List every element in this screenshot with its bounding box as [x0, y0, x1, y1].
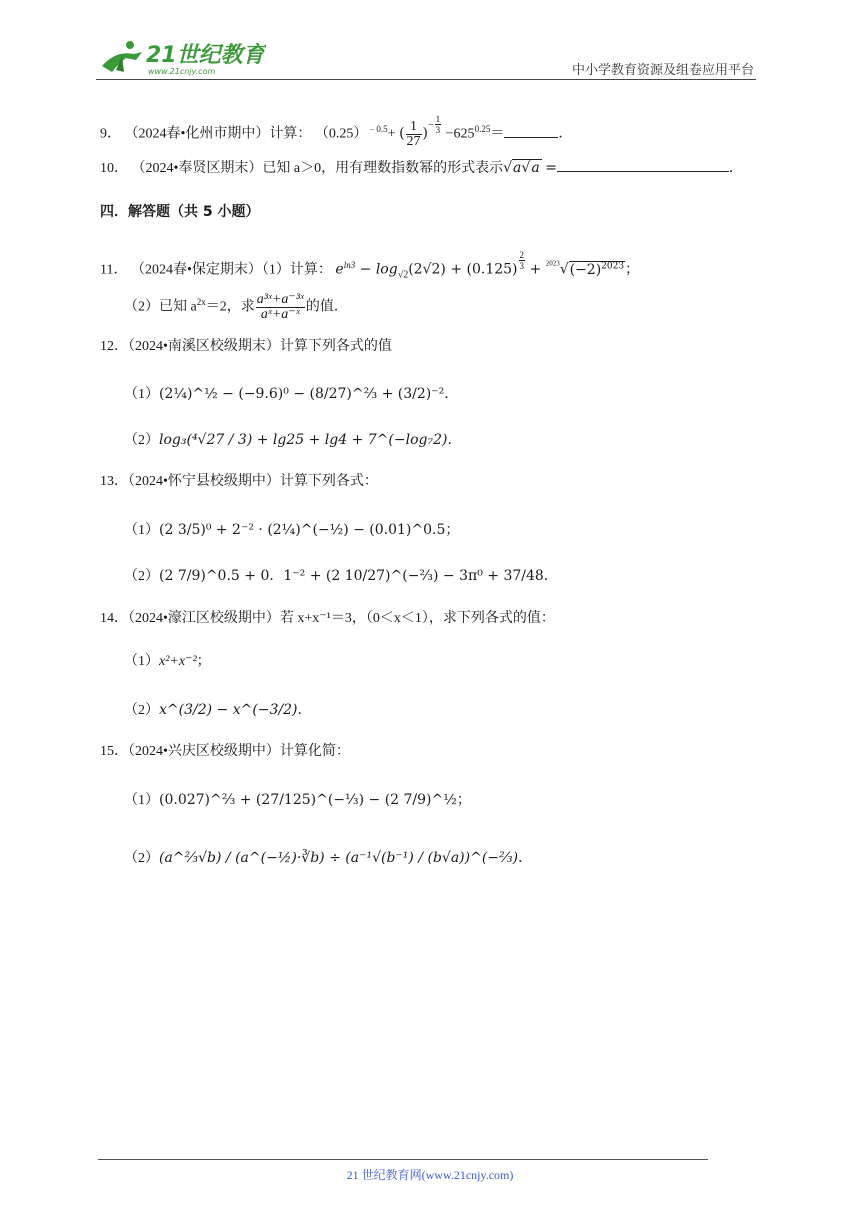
question-11-part2: （2）已知 $a^{2x}=2$，求 $\frac{\text{a³ˣ+a⁻³ˣ}}{\text{aˣ+a⁻ˣ}}$ 的值． [124, 291, 348, 322]
question-11: 11． （2024春•保定期末）（1）计算： $e^{ln3} - \log_{√2}(2√2) + (0.125)$ $\frac{2}{3}$ + $^{2023}√(-2)^{2023}$； [100, 250, 640, 281]
question-14-part1: （1）x²+x⁻²； [124, 654, 211, 669]
question-13-part2: （2）(2 7/9)^0.5 + 0．1⁻² + (2 10/27)^(−⅔) − 3π⁰ + 37/48． [124, 568, 558, 584]
question-12-part1: （1）(2¼)^½ − (−9.6)⁰ − (8/27)^⅔ + (3/2)⁻²． [124, 386, 459, 402]
answer-blank[interactable] [557, 171, 729, 172]
question-12-part2: （2）log₃(⁴√27 / 3) + lg25 + lg4 + 7^(−log₇2)． [124, 432, 462, 448]
svg-text:21世纪教育: 21世纪教育 [146, 43, 265, 68]
question-10: 10． （2024•奉贤区期末）已知 a＞0，用有理数指数幂的形式表示√a√a = ． [100, 160, 743, 176]
question-9: 9． （2024春•化州市期中）计算： $(0.25)^{﹣0.5}+$ ( $\frac{1}{27}$ )− $\frac{1}{3}$ $-625^{0.25}=$ ． [100, 114, 573, 149]
site-logo [96, 36, 266, 80]
question-15-part2: （2）(a^⅔√b) / (a^(−½)·∛b) ÷ (a⁻¹√(b⁻¹) / (b√a))^(−⅔)． [124, 850, 533, 866]
header-divider [96, 79, 756, 80]
answer-blank[interactable] [504, 137, 558, 138]
question-15: 15．（2024•兴庆区校级期中）计算化简： [100, 744, 350, 759]
question-13-part1: （1）(2 3/5)⁰ + 2⁻² · (2¼)^(−½) − (0.01)^0.5； [124, 522, 460, 538]
footer-link[interactable]: 21 世纪教育网(www.21cnjy.com) [346, 1168, 514, 1182]
question-14-part2: （2）x^(3/2) − x^(−3/2)． [124, 702, 312, 718]
question-13: 13．（2024•怀宁县校级期中）计算下列各式： [100, 474, 378, 489]
svg-text:www.21cnjy.com: www.21cnjy.com [148, 67, 216, 76]
question-14: 14．（2024•濠江区校级期中）若 x+x⁻¹＝3，（0＜x＜1），求下列各式的值： [100, 611, 555, 626]
section-heading: 四．解答题（共 5 小题） [100, 204, 260, 220]
footer-divider [98, 1159, 708, 1160]
question-15-part1: （1）(0.027)^⅔ + (27/125)^(−⅓) − (2 7/9)^½； [124, 792, 471, 808]
header-platform-text: 中小学教育资源及组卷应用平台 [572, 63, 755, 78]
question-12: 12．（2024•南溪区校级期末）计算下列各式的值 [100, 339, 392, 354]
